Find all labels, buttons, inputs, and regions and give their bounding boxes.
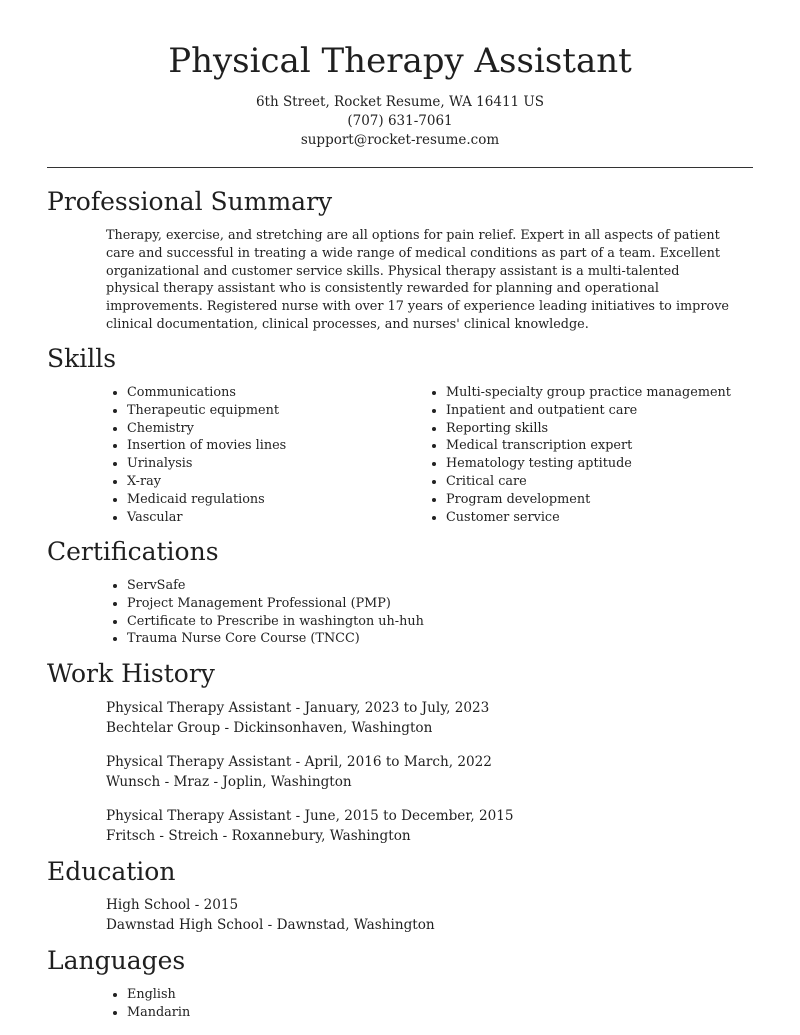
skills-list-left — [106, 384, 417, 526]
skill-item: • Vascular — [127, 509, 417, 527]
section-title-summary: Professional Summary — [47, 187, 333, 216]
section-title-certifications: Certifications — [47, 537, 219, 566]
certification-item: • ServSafe — [127, 577, 727, 595]
work-entry-employer: Wunsch - Mraz - Joplin, Washington — [106, 773, 352, 790]
address: 6th Street, Rocket Resume, WA 16411 US — [255, 94, 545, 110]
work-entry — [106, 807, 746, 846]
work-entry-title: Physical Therapy Assistant - June, 2015 to December, 2015 — [106, 808, 514, 824]
skill-item: • Reporting skills — [446, 420, 786, 438]
summary-text: Therapy, exercise, and stretching are all options for pain relief. Expert in all aspects of patient care and successful in treating a wide range of medical conditions as part of a team. Excellent organizational and customer service skills. Physical therapy assistant is a multi-talented physical therapy assistant who is consistently rewarded for planning and operational improvements. Registered nurse with over 17 years of experience leading initiatives to improve clinical documentation, clinical processes, and nurses' clinical knowledge. — [106, 228, 729, 332]
skills-list-right — [425, 384, 786, 526]
work-entry — [106, 753, 746, 792]
contact-block — [0, 93, 800, 150]
languages-list — [106, 986, 427, 1022]
certification-item: • Certificate to Prescribe in washington uh-huh — [127, 613, 727, 631]
certification-item: • Trauma Nurse Core Course (TNCC) — [127, 630, 727, 648]
language-item: • English — [127, 986, 427, 1004]
candidate-name: Physical Therapy Assistant — [168, 41, 632, 81]
skill-item: • Customer service — [446, 509, 786, 527]
skill-item: • Medical transcription expert — [446, 437, 786, 455]
skill-item: • Communications — [127, 384, 417, 402]
section-title-education: Education — [47, 857, 176, 886]
skill-item: • Insertion of movies lines — [127, 437, 417, 455]
skill-item: • Program development — [446, 491, 786, 509]
education-degree: High School - 2015 — [106, 897, 239, 913]
certification-item: • Project Management Professional (PMP) — [127, 595, 727, 613]
skill-item: • Critical care — [446, 473, 786, 491]
section-title-languages: Languages — [47, 946, 186, 975]
skill-item: • X-ray — [127, 473, 417, 491]
header-divider — [47, 167, 753, 168]
work-entry-title: Physical Therapy Assistant - April, 2016 to March, 2022 — [106, 754, 492, 770]
phone: (707) 631-7061 — [347, 113, 453, 129]
section-title-skills: Skills — [47, 344, 117, 373]
skill-item: • Inpatient and outpatient care — [446, 402, 786, 420]
skill-item: • Medicaid regulations — [127, 491, 417, 509]
education-entry — [106, 896, 746, 935]
skill-item: • Chemistry — [127, 420, 417, 438]
work-entry-title: Physical Therapy Assistant - January, 2023 to July, 2023 — [106, 700, 490, 716]
work-entry — [106, 699, 746, 738]
skill-item: • Urinalysis — [127, 455, 417, 473]
work-entry-employer: Fritsch - Streich - Roxannebury, Washington — [106, 827, 411, 844]
language-item: • Mandarin — [127, 1004, 427, 1022]
education-school: Dawnstad High School - Dawnstad, Washington — [106, 916, 435, 933]
section-title-work-history: Work History — [47, 659, 215, 688]
email: support@rocket-resume.com — [300, 132, 500, 148]
skill-item: • Hematology testing aptitude — [446, 455, 786, 473]
certifications-list — [106, 577, 727, 648]
skill-item: • Therapeutic equipment — [127, 402, 417, 420]
skill-item: • Multi-specialty group practice management — [446, 384, 786, 402]
work-entry-employer: Bechtelar Group - Dickinsonhaven, Washington — [106, 719, 433, 736]
